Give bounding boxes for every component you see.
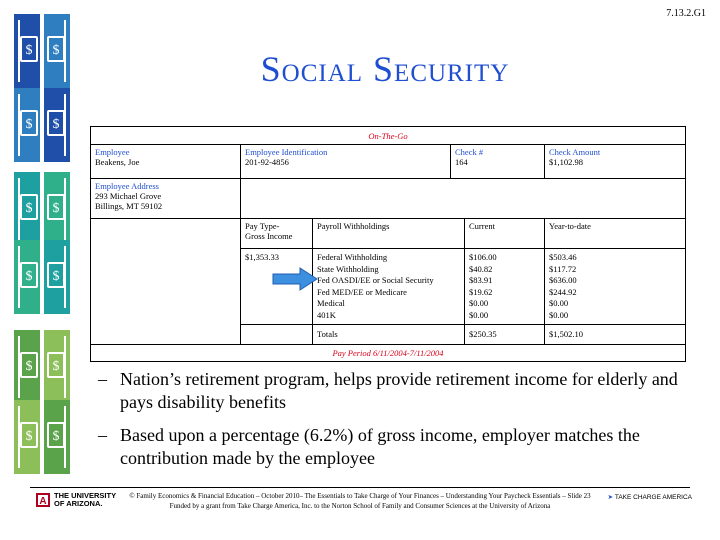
bullet-text: Nation’s retirement program, helps provide retirement income for elderly and pays disability benefits xyxy=(120,369,678,412)
ytd-value: $503.46 xyxy=(549,252,577,262)
withholding-name: Federal Withholding xyxy=(317,252,388,262)
footer-line1: © Family Economics & Financial Education – October 2010– The Essentials to Take Charge of Your Finances – Understanding Your Paycheck Essentials – Slide 23 xyxy=(129,492,591,500)
footer-line2: Funded by a grant from Take Charge America, Inc. to the Norton School of Family and Consumer Sciences at the University of Arizona xyxy=(169,502,551,510)
current-value: $19.62 xyxy=(469,286,493,297)
check-number-label: Check # xyxy=(455,147,484,157)
slide-id: 7.13.2.G1 xyxy=(666,8,706,19)
employee-id-value: 201-92-4856 xyxy=(245,157,289,167)
totals-ytd: $1,502.10 xyxy=(545,325,685,345)
left-blank-cell xyxy=(91,219,241,345)
take-charge-arrow-icon: ➤ xyxy=(607,494,614,501)
employee-label: Employee xyxy=(95,147,130,157)
bullet-item xyxy=(98,424,678,470)
footer-text xyxy=(100,491,620,511)
employee-id-cell xyxy=(241,145,451,179)
employee-cell xyxy=(91,145,241,179)
pay-type-header xyxy=(241,219,313,249)
check-number-value: 164 xyxy=(455,157,468,167)
check-amount-label: Check Amount xyxy=(549,147,601,157)
withholding-name: Medical xyxy=(317,298,345,309)
pay-type-label-2: Gross Income xyxy=(245,231,293,241)
employee-id-label: Employee Identification xyxy=(245,147,328,157)
employee-address-cell xyxy=(91,179,241,219)
ytd-header: Year-to-date xyxy=(545,219,685,249)
current-value: $0.00 xyxy=(469,309,489,320)
ua-block-a-icon: A xyxy=(36,493,50,507)
decorative-dollar-icons-2: $ $ xyxy=(14,88,76,162)
decorative-dollar-icons-6: $ $ xyxy=(14,400,76,474)
check-amount-cell xyxy=(545,145,685,179)
take-charge-logo-text: TAKE CHARGE AMERICA xyxy=(614,494,692,501)
address-blank-cell xyxy=(241,179,685,219)
withholdings-list xyxy=(313,249,465,325)
totals-label: Totals xyxy=(313,325,465,345)
check-number-cell xyxy=(451,145,545,179)
ytd-value: $0.00 xyxy=(549,298,569,309)
withholding-name: State Withholding xyxy=(317,263,379,274)
totals-blank-cell xyxy=(241,325,313,345)
withholding-name: 401K xyxy=(317,309,336,320)
ytd-values xyxy=(545,249,685,325)
pay-type-label-1: Pay Type- xyxy=(245,221,280,231)
withholdings-header: Payroll Withholdings xyxy=(313,219,465,249)
decorative-dollar-icons-1: $ $ xyxy=(14,14,76,88)
check-amount-value: $1,102.98 xyxy=(549,157,583,167)
current-value: $0.00 xyxy=(469,298,489,309)
footer-divider xyxy=(30,487,690,488)
ytd-value: $636.00 xyxy=(549,275,577,286)
bullet-dash: – xyxy=(98,369,107,389)
ua-logo-line2: OF ARIZONA. xyxy=(54,499,103,508)
current-value: $83.91 xyxy=(469,275,493,286)
current-header: Current xyxy=(465,219,545,249)
ua-logo-line1: THE UNIVERSITY xyxy=(54,491,117,500)
gross-income-value: $1,353.33 xyxy=(241,249,313,325)
bullet-list xyxy=(98,368,678,480)
current-value: $40.82 xyxy=(469,263,493,274)
paycheck-stub xyxy=(90,126,686,362)
pay-period: Pay Period 6/11/2004-7/11/2004 xyxy=(332,348,444,358)
employee-value: Beakens, Joe xyxy=(95,157,140,167)
decorative-dollar-icons-3: $ $ xyxy=(14,172,76,246)
decorative-dollar-icons-5: $ $ xyxy=(14,330,76,404)
ytd-value: $117.72 xyxy=(549,263,577,274)
ytd-value: $0.00 xyxy=(549,309,569,320)
withholding-name: Fed OASDI/EE or Social Security xyxy=(317,275,434,286)
company-name: On-The-Go xyxy=(91,127,685,145)
ytd-value: $244.92 xyxy=(549,286,577,297)
employee-address-line2: Billings, MT 59102 xyxy=(95,201,163,211)
slide-title: Social Security xyxy=(260,49,510,89)
current-value: $106.00 xyxy=(469,252,497,262)
withholding-name: Fed MED/EE or Medicare xyxy=(317,286,407,297)
bullet-text: Based upon a percentage (6.2%) of gross income, employer matches the contribution made by the employee xyxy=(120,425,640,468)
take-charge-america-logo xyxy=(608,494,692,501)
bullet-item xyxy=(98,368,678,414)
totals-current: $250.35 xyxy=(465,325,545,345)
decorative-dollar-icons-4: $ $ xyxy=(14,240,76,314)
employee-address-label: Employee Address xyxy=(95,181,159,191)
employee-address-line1: 293 Michael Grove xyxy=(95,191,162,201)
pointer-arrow-icon xyxy=(272,267,318,291)
bullet-dash: – xyxy=(98,425,107,445)
current-values xyxy=(465,249,545,325)
